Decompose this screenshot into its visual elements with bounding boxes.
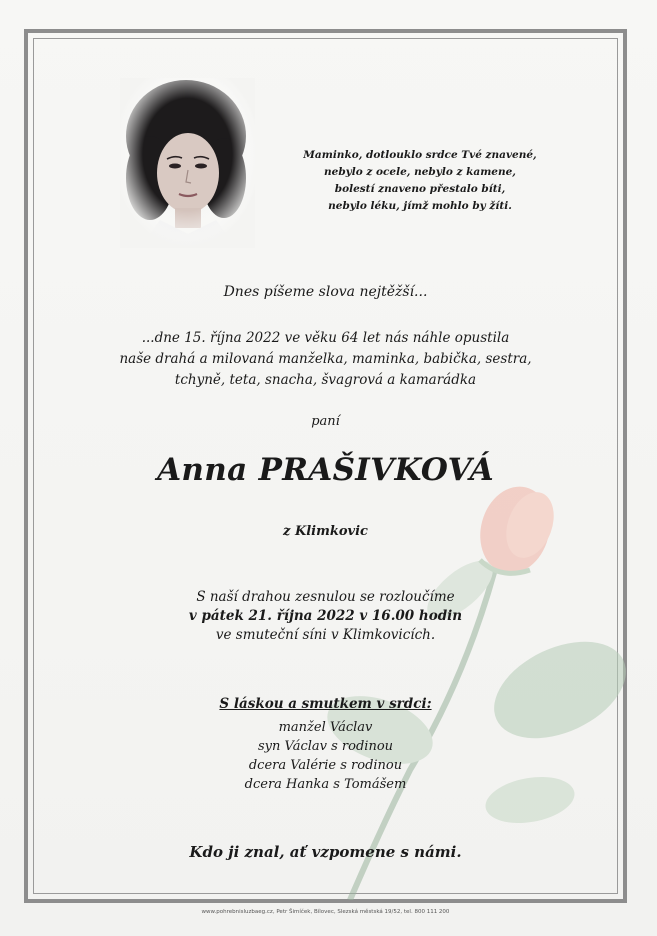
poem-line: bolestí znaveno přestalo bíti, (334, 183, 506, 195)
footer-imprint: www.pohrebnisluzbaeg.cz, Petr Šimíček, Bílovec, Slezská městská 19/52, tel. 800 111 200 (201, 909, 450, 915)
service-datetime: v pátek 21. října 2022 v 16.00 hodin (188, 608, 463, 624)
family-heading: S láskou a smutkem v srdci: (219, 696, 432, 712)
announcement-line: ...dne 15. října 2022 ve věku 64 let nás náhle opustila (141, 330, 510, 346)
origin: z Klimkovic (283, 524, 368, 539)
announcement (33, 328, 618, 391)
service-location: ve smuteční síni v Klimkovicích. (215, 627, 436, 643)
family-member: dcera Hanka s Tomášem (244, 777, 407, 792)
honorific: paní (311, 414, 340, 429)
family-list (33, 695, 618, 794)
portrait-photo (120, 78, 255, 248)
announcement-line: tchyně, teta, snacha, švagrová a kamarádka (174, 372, 477, 388)
family-member: dcera Valérie s rodinou (248, 758, 403, 773)
family-member: manžel Václav (278, 720, 373, 735)
intro-text: Dnes píšeme slova nejtěžší... (223, 284, 428, 300)
service-line: S naší drahou zesnulou se rozloučíme (196, 589, 455, 605)
deceased-name: Anna PRAŠIVKOVÁ (157, 452, 494, 488)
closing-line: Kdo ji znal, ať vzpomene s námi. (189, 843, 462, 861)
funeral-service (33, 588, 618, 645)
poem-line: nebylo z ocele, nebylo z kamene, (324, 166, 516, 178)
poem (290, 147, 550, 215)
announcement-line: naše drahá a milovaná manželka, maminka, babička, sestra, (119, 351, 532, 367)
poem-line: Maminko, dotlouklo srdce Tvé znavené, (303, 149, 537, 161)
poem-line: nebylo léku, jímž mohlo by žíti. (328, 200, 512, 212)
family-member: syn Václav s rodinou (257, 739, 394, 754)
